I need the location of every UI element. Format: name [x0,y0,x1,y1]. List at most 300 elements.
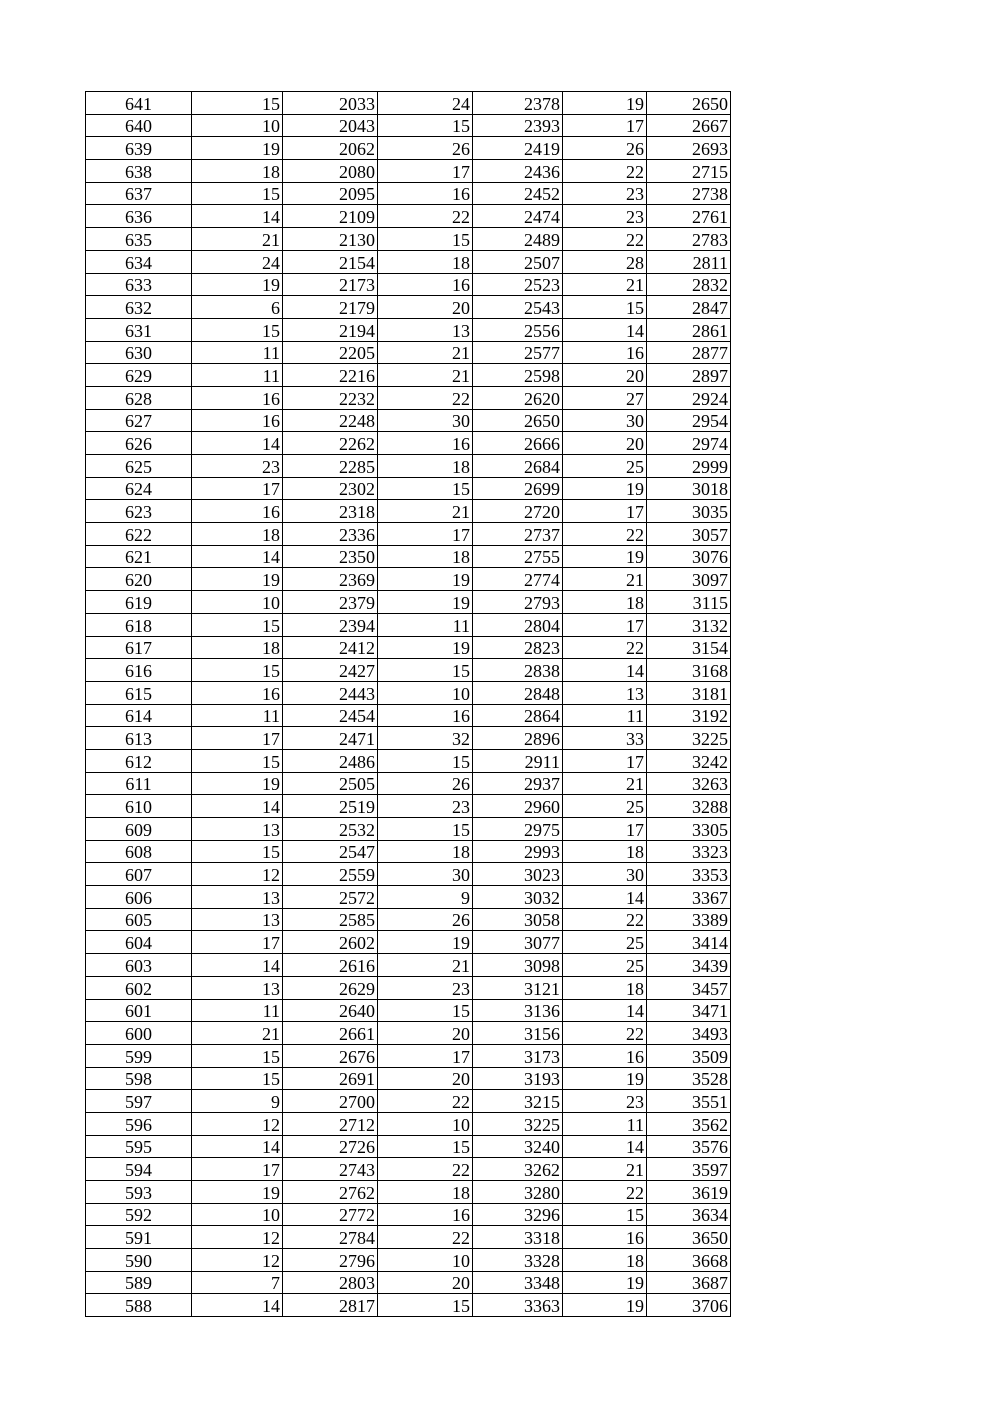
value-cell: 19 [378,591,473,614]
value-cell: 15 [192,1044,283,1067]
value-cell: 14 [563,659,647,682]
value-cell: 15 [378,1135,473,1158]
value-cell: 18 [192,523,283,546]
value-cell: 23 [378,976,473,999]
value-cell: 2505 [283,772,378,795]
score-cell: 625 [86,455,192,478]
value-cell: 17 [563,500,647,523]
value-cell: 2620 [473,386,563,409]
value-cell: 2774 [473,568,563,591]
table-row [86,659,731,682]
value-cell: 11 [192,999,283,1022]
value-cell: 18 [192,636,283,659]
value-cell: 3323 [647,840,731,863]
score-cell: 618 [86,613,192,636]
table-row [86,432,731,455]
value-cell: 15 [192,749,283,772]
value-cell: 3493 [647,1022,731,1045]
score-cell: 636 [86,205,192,228]
table-row [86,908,731,931]
table-row [86,1203,731,1226]
value-cell: 2443 [283,681,378,704]
value-cell: 2454 [283,704,378,727]
value-cell: 14 [563,1135,647,1158]
value-cell: 13 [192,886,283,909]
table-row [86,976,731,999]
value-cell: 3077 [473,931,563,954]
value-cell: 23 [378,795,473,818]
value-cell: 16 [192,386,283,409]
table-row [86,477,731,500]
value-cell: 12 [192,863,283,886]
value-cell: 19 [563,477,647,500]
value-cell: 2743 [283,1158,378,1181]
score-cell: 633 [86,273,192,296]
value-cell: 24 [378,92,473,115]
score-cell: 610 [86,795,192,818]
value-cell: 3706 [647,1294,731,1317]
value-cell: 17 [192,477,283,500]
table-row [86,999,731,1022]
value-cell: 2715 [647,160,731,183]
value-cell: 21 [378,341,473,364]
value-cell: 2667 [647,114,731,137]
value-cell: 2811 [647,250,731,273]
value-cell: 2130 [283,228,378,251]
table-row [86,137,731,160]
value-cell: 25 [563,455,647,478]
value-cell: 16 [378,1203,473,1226]
score-cell: 632 [86,296,192,319]
table-row [86,591,731,614]
value-cell: 2486 [283,749,378,772]
value-cell: 3076 [647,545,731,568]
score-cell: 599 [86,1044,192,1067]
value-cell: 14 [192,1294,283,1317]
value-cell: 14 [192,432,283,455]
value-cell: 3296 [473,1203,563,1226]
value-cell: 13 [563,681,647,704]
value-cell: 11 [563,1112,647,1135]
value-cell: 3367 [647,886,731,909]
value-cell: 3263 [647,772,731,795]
value-cell: 2738 [647,182,731,205]
score-cell: 628 [86,386,192,409]
score-cell: 604 [86,931,192,954]
value-cell: 2954 [647,409,731,432]
score-cell: 590 [86,1249,192,1272]
table-row [86,455,731,478]
table-row [86,1181,731,1204]
value-cell: 3018 [647,477,731,500]
value-cell: 2173 [283,273,378,296]
value-cell: 22 [378,1226,473,1249]
value-cell: 2666 [473,432,563,455]
table-row [86,1294,731,1317]
value-cell: 7 [192,1271,283,1294]
value-cell: 3348 [473,1271,563,1294]
score-cell: 597 [86,1090,192,1113]
value-cell: 26 [378,772,473,795]
value-cell: 16 [378,432,473,455]
value-cell: 30 [378,409,473,432]
value-cell: 2232 [283,386,378,409]
value-cell: 19 [378,931,473,954]
value-cell: 18 [378,840,473,863]
value-cell: 2043 [283,114,378,137]
value-cell: 17 [563,114,647,137]
score-cell: 631 [86,318,192,341]
table-row [86,114,731,137]
value-cell: 23 [563,205,647,228]
score-cell: 623 [86,500,192,523]
value-cell: 3389 [647,908,731,931]
value-cell: 2832 [647,273,731,296]
value-cell: 18 [563,976,647,999]
value-cell: 2507 [473,250,563,273]
value-cell: 2248 [283,409,378,432]
value-cell: 22 [563,908,647,931]
value-cell: 17 [563,818,647,841]
value-cell: 2350 [283,545,378,568]
value-cell: 17 [192,931,283,954]
value-cell: 12 [192,1112,283,1135]
value-cell: 2302 [283,477,378,500]
value-cell: 21 [378,364,473,387]
value-cell: 2369 [283,568,378,591]
value-cell: 11 [563,704,647,727]
value-cell: 12 [192,1226,283,1249]
value-cell: 2523 [473,273,563,296]
value-cell: 15 [378,749,473,772]
value-cell: 2796 [283,1249,378,1272]
value-cell: 2318 [283,500,378,523]
value-cell: 13 [192,818,283,841]
table-row [86,863,731,886]
value-cell: 3509 [647,1044,731,1067]
value-cell: 21 [192,228,283,251]
value-cell: 16 [192,409,283,432]
value-cell: 19 [378,636,473,659]
score-cell: 638 [86,160,192,183]
value-cell: 16 [378,182,473,205]
value-cell: 2194 [283,318,378,341]
table-row [86,160,731,183]
value-cell: 2726 [283,1135,378,1158]
value-cell: 13 [192,908,283,931]
value-cell: 15 [378,999,473,1022]
value-cell: 14 [563,886,647,909]
value-cell: 10 [192,591,283,614]
value-cell: 3181 [647,681,731,704]
value-cell: 15 [192,659,283,682]
table-row [86,704,731,727]
value-cell: 2772 [283,1203,378,1226]
score-cell: 589 [86,1271,192,1294]
value-cell: 3318 [473,1226,563,1249]
value-cell: 20 [563,364,647,387]
value-cell: 3363 [473,1294,563,1317]
value-cell: 21 [563,568,647,591]
value-cell: 18 [378,1181,473,1204]
value-cell: 3328 [473,1249,563,1272]
value-cell: 22 [378,386,473,409]
value-cell: 17 [378,523,473,546]
value-cell: 2823 [473,636,563,659]
table-row [86,1067,731,1090]
value-cell: 10 [378,1112,473,1135]
value-cell: 3668 [647,1249,731,1272]
value-cell: 16 [192,500,283,523]
value-cell: 2616 [283,954,378,977]
value-cell: 15 [192,92,283,115]
value-cell: 2379 [283,591,378,614]
table-row [86,273,731,296]
table-row [86,250,731,273]
value-cell: 20 [563,432,647,455]
value-cell: 3597 [647,1158,731,1181]
value-cell: 3098 [473,954,563,977]
score-cell: 626 [86,432,192,455]
value-cell: 13 [378,318,473,341]
value-cell: 2489 [473,228,563,251]
value-cell: 18 [378,250,473,273]
score-cell: 622 [86,523,192,546]
value-cell: 22 [563,1022,647,1045]
value-cell: 18 [378,545,473,568]
score-cell: 621 [86,545,192,568]
value-cell: 2532 [283,818,378,841]
value-cell: 17 [192,1158,283,1181]
value-cell: 2109 [283,205,378,228]
value-cell: 18 [563,1249,647,1272]
value-cell: 25 [563,954,647,977]
score-cell: 611 [86,772,192,795]
score-cell: 639 [86,137,192,160]
value-cell: 2062 [283,137,378,160]
value-cell: 20 [378,1022,473,1045]
value-cell: 2474 [473,205,563,228]
value-cell: 2179 [283,296,378,319]
table-row [86,1226,731,1249]
value-cell: 2699 [473,477,563,500]
value-cell: 10 [192,1203,283,1226]
value-cell: 3136 [473,999,563,1022]
score-cell: 627 [86,409,192,432]
value-cell: 3225 [473,1112,563,1135]
value-cell: 22 [378,1158,473,1181]
score-cell: 614 [86,704,192,727]
value-cell: 26 [563,137,647,160]
value-cell: 2336 [283,523,378,546]
score-cell: 616 [86,659,192,682]
value-cell: 15 [192,182,283,205]
value-cell: 3168 [647,659,731,682]
value-cell: 3240 [473,1135,563,1158]
value-cell: 32 [378,727,473,750]
score-cell: 620 [86,568,192,591]
score-cell: 637 [86,182,192,205]
value-cell: 22 [378,205,473,228]
value-cell: 2700 [283,1090,378,1113]
value-cell: 3439 [647,954,731,977]
value-cell: 21 [563,772,647,795]
table-row [86,341,731,364]
score-cell: 601 [86,999,192,1022]
value-cell: 3562 [647,1112,731,1135]
value-cell: 2602 [283,931,378,954]
value-cell: 2095 [283,182,378,205]
value-cell: 33 [563,727,647,750]
value-cell: 2761 [647,205,731,228]
value-cell: 3414 [647,931,731,954]
value-cell: 16 [378,273,473,296]
value-cell: 19 [563,1294,647,1317]
score-cell: 606 [86,886,192,909]
table-row [86,92,731,115]
table-row [86,318,731,341]
score-cell: 598 [86,1067,192,1090]
value-cell: 2684 [473,455,563,478]
table-row [86,500,731,523]
score-cell: 592 [86,1203,192,1226]
value-cell: 2712 [283,1112,378,1135]
value-cell: 2394 [283,613,378,636]
value-cell: 2419 [473,137,563,160]
score-cell: 624 [86,477,192,500]
value-cell: 22 [563,523,647,546]
score-table-sheet [85,91,731,1317]
table-row [86,205,731,228]
value-cell: 2762 [283,1181,378,1204]
value-cell: 22 [563,228,647,251]
table-row [86,1271,731,1294]
value-cell: 3471 [647,999,731,1022]
score-cell: 619 [86,591,192,614]
value-cell: 10 [192,114,283,137]
value-cell: 17 [563,749,647,772]
value-cell: 3058 [473,908,563,931]
value-cell: 21 [192,1022,283,1045]
table-row [86,1022,731,1045]
value-cell: 15 [378,228,473,251]
score-cell: 602 [86,976,192,999]
value-cell: 3115 [647,591,731,614]
table-row [86,727,731,750]
table-row [86,636,731,659]
value-cell: 14 [563,999,647,1022]
table-row [86,409,731,432]
table-row [86,364,731,387]
value-cell: 23 [192,455,283,478]
value-cell: 16 [192,681,283,704]
value-cell: 2691 [283,1067,378,1090]
value-cell: 20 [378,1271,473,1294]
value-cell: 16 [563,1226,647,1249]
value-cell: 3288 [647,795,731,818]
value-cell: 14 [192,954,283,977]
value-cell: 11 [192,364,283,387]
value-cell: 2559 [283,863,378,886]
value-cell: 3173 [473,1044,563,1067]
table-row [86,296,731,319]
value-cell: 28 [563,250,647,273]
value-cell: 11 [192,341,283,364]
score-cell: 594 [86,1158,192,1181]
value-cell: 3192 [647,704,731,727]
value-cell: 3551 [647,1090,731,1113]
score-cell: 630 [86,341,192,364]
value-cell: 16 [563,341,647,364]
value-cell: 22 [378,1090,473,1113]
value-cell: 19 [192,1181,283,1204]
value-cell: 3528 [647,1067,731,1090]
value-cell: 2838 [473,659,563,682]
value-cell: 19 [563,1067,647,1090]
value-cell: 14 [192,1135,283,1158]
score-cell: 608 [86,840,192,863]
value-cell: 3121 [473,976,563,999]
value-cell: 2216 [283,364,378,387]
table-row [86,681,731,704]
value-cell: 14 [192,795,283,818]
value-cell: 24 [192,250,283,273]
value-cell: 2547 [283,840,378,863]
value-cell: 19 [378,568,473,591]
score-cell: 640 [86,114,192,137]
value-cell: 2452 [473,182,563,205]
value-cell: 2993 [473,840,563,863]
table-row [86,545,731,568]
value-cell: 3032 [473,886,563,909]
score-cell: 613 [86,727,192,750]
score-cell: 591 [86,1226,192,1249]
value-cell: 15 [563,296,647,319]
value-cell: 10 [378,681,473,704]
value-cell: 18 [192,160,283,183]
table-row [86,954,731,977]
value-cell: 2960 [473,795,563,818]
value-cell: 2937 [473,772,563,795]
value-cell: 18 [563,591,647,614]
value-cell: 16 [563,1044,647,1067]
value-cell: 6 [192,296,283,319]
score-cell: 609 [86,818,192,841]
value-cell: 2556 [473,318,563,341]
table-row [86,1158,731,1181]
value-cell: 2999 [647,455,731,478]
value-cell: 2471 [283,727,378,750]
value-cell: 3687 [647,1271,731,1294]
value-cell: 15 [192,840,283,863]
score-cell: 634 [86,250,192,273]
score-cell: 607 [86,863,192,886]
value-cell: 2598 [473,364,563,387]
score-cell: 596 [86,1112,192,1135]
value-cell: 17 [378,1044,473,1067]
table-row [86,1090,731,1113]
table-row [86,772,731,795]
value-cell: 3305 [647,818,731,841]
value-cell: 22 [563,160,647,183]
value-cell: 3225 [647,727,731,750]
value-cell: 15 [192,318,283,341]
value-cell: 2864 [473,704,563,727]
value-cell: 21 [563,273,647,296]
value-cell: 11 [378,613,473,636]
value-cell: 2427 [283,659,378,682]
value-cell: 14 [563,318,647,341]
